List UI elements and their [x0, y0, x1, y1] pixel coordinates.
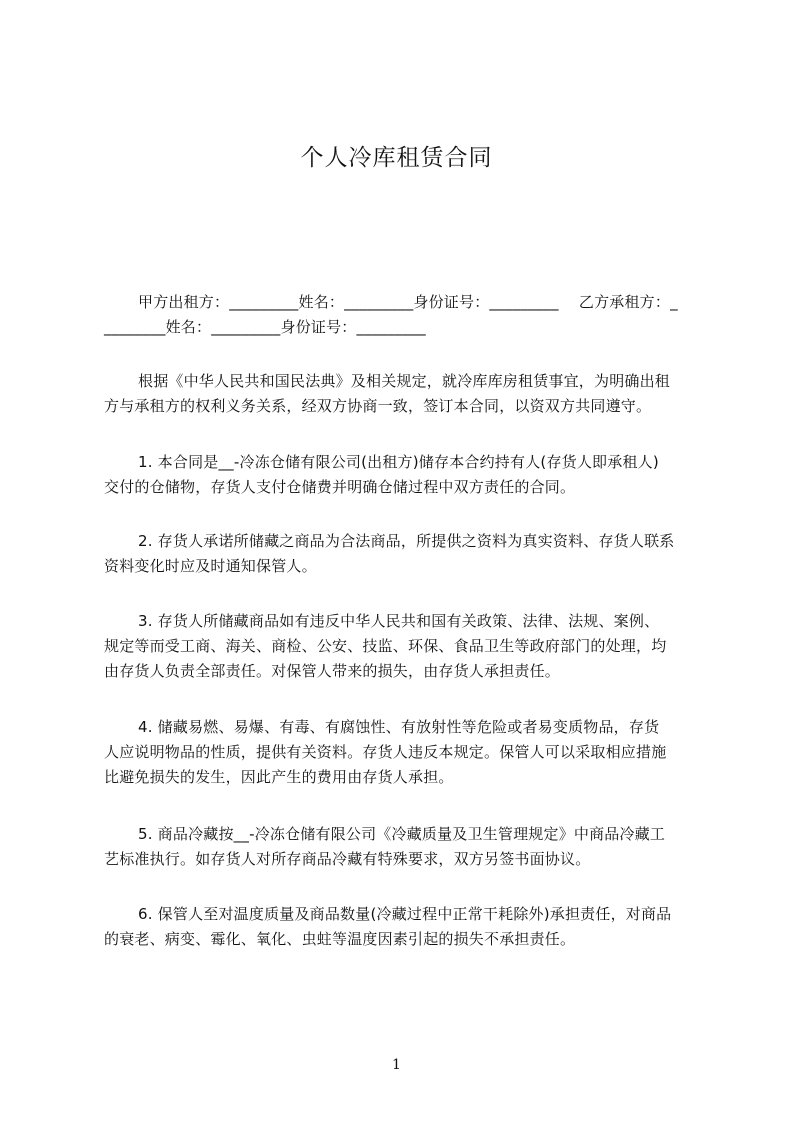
clause-line: 5. 商品冷藏按__-冷冻仓储有限公司《冷藏质量及卫生管理规定》中商品冷藏工 — [138, 825, 666, 843]
clause-line: 由存货人负责全部责任。对保管人带来的损失，由存货人承担责任。 — [104, 662, 561, 680]
clause-line: 资料变化时应及时通知保管人。 — [104, 557, 317, 575]
clause-line: 规定等而受工商、海关、商检、公安、技监、环保、食品卫生等政府部门的处理，均 — [104, 637, 667, 655]
page-number: 1 — [392, 1057, 401, 1073]
clause-line: 4. 储藏易燃、易爆、有毒、有腐蚀性、有放射性等危险或者易变质物品，存货 — [138, 718, 660, 736]
document-title: 个人冷库租赁合同 — [300, 145, 493, 171]
clause-3 — [104, 609, 700, 684]
clause-4 — [104, 715, 700, 790]
clause-line: 交付的仓储物，存货人支付仓储费并明确仓储过程中双方责任的合同。 — [104, 478, 576, 496]
clause-line: 比避免损失的发生，因此产生的费用由存货人承担。 — [104, 768, 454, 786]
clause-line: 1. 本合同是__-冷冻仓储有限公司(出租方)储存本合约持有人(存货人即承租人) — [138, 453, 659, 471]
intro-line: 根据《中华人民共和国民法典》及相关规定，就冷库库房租赁事宜，为明确出租 — [138, 372, 671, 390]
intro-paragraph — [104, 369, 700, 419]
parties-line: ________姓名：_________身份证号：_________ — [104, 318, 426, 336]
clause-2 — [104, 529, 700, 579]
clause-line: 的衰老、病变、霉化、氧化、虫蛀等温度因素引起的损失不承担责任。 — [104, 930, 576, 948]
clause-line: 3. 存货人所储藏商品如有违反中华人民共和国有关政策、法律、法规、案例、 — [138, 612, 660, 630]
clause-6 — [104, 902, 700, 952]
intro-line: 方与承租方的权利义务关系，经双方协商一致，签订本合同，以资双方共同遵守。 — [104, 397, 652, 415]
clause-line: 人应说明物品的性质，提供有关资料。存货人违反本规定。保管人可以采取相应措施 — [104, 743, 667, 761]
clause-line: 2. 存货人承诺所储藏之商品为合法商品，所提供之资料为真实资料、存货人联系 — [138, 532, 675, 550]
clause-1 — [104, 450, 700, 500]
clause-5 — [104, 822, 700, 872]
clause-line: 6. 保管人至对温度质量及商品数量(冷藏过程中正常干耗除外)承担责任，对商品 — [138, 905, 672, 923]
parties-paragraph — [104, 290, 700, 340]
parties-line: 甲方出租方：_________姓名：_________身份证号：_________ 乙方承租方：_ — [138, 293, 678, 311]
clause-line: 艺标准执行。如存货人对所存商品冷藏有特殊要求，双方另签书面协议。 — [104, 850, 591, 868]
